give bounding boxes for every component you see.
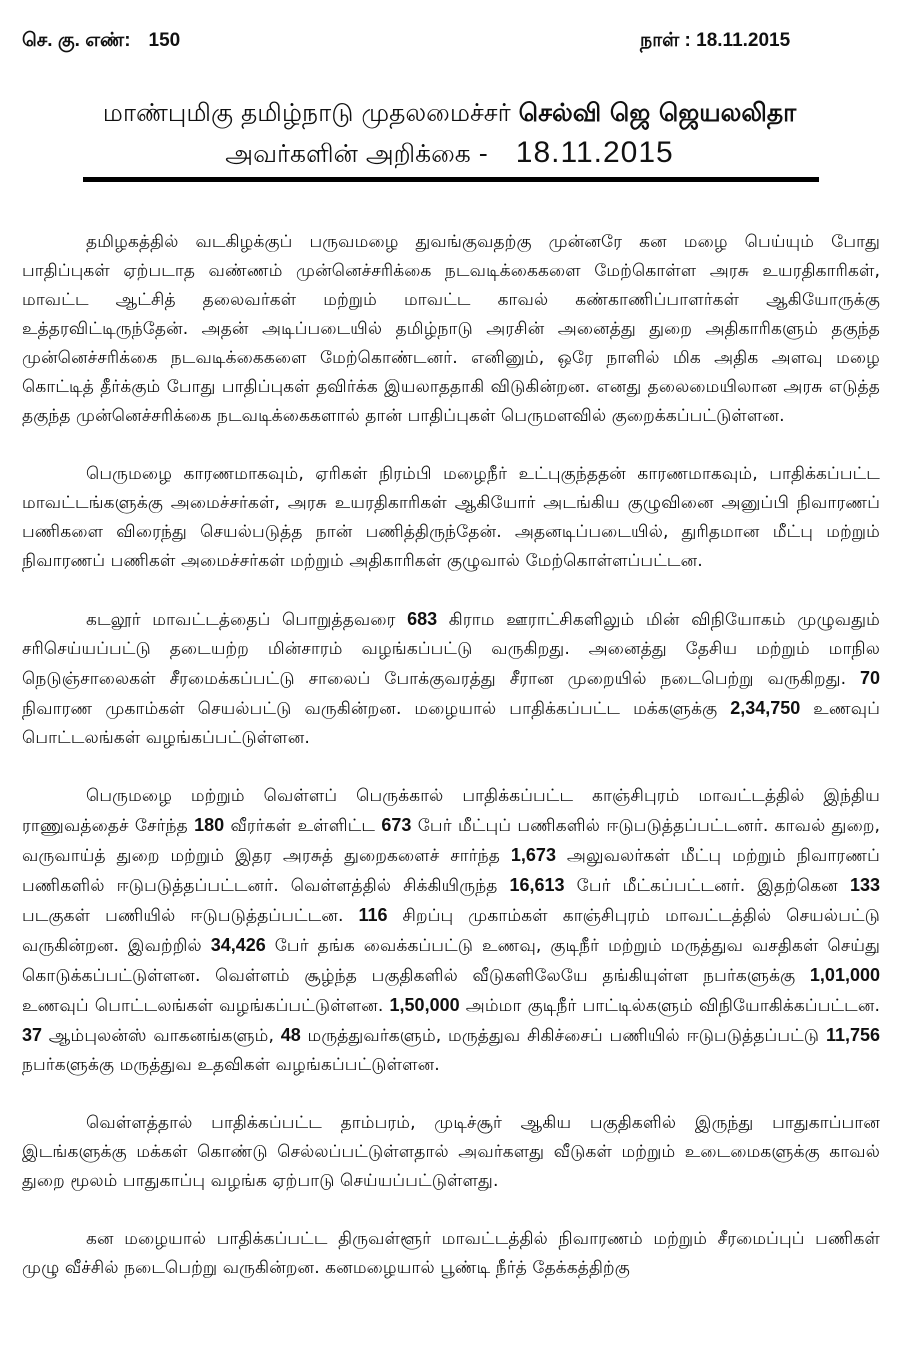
paragraph-text: கடலூர் மாவட்டத்தைப் பொறுத்தவரை (86, 610, 408, 630)
paragraph-text: பேர் மீட்கப்பட்டனர். இதற்கென (564, 876, 850, 896)
highlighted-figure: 37 (22, 1025, 43, 1045)
paragraph-text: வீரர்கள் உள்ளிட்ட (224, 816, 382, 836)
paragraph-text: மருத்துவர்களும், மருத்துவ சிகிச்சைப் பணியில் ஈடுபடுத்தப்பட்டு (300, 1026, 826, 1046)
document-title-line2 (0, 136, 899, 172)
paragraph (22, 605, 880, 753)
highlighted-figure: 2,34,750 (730, 698, 801, 718)
highlighted-figure: 34,426 (210, 935, 266, 955)
paragraph (22, 228, 880, 431)
highlighted-figure: 16,613 (509, 875, 565, 895)
reference-header (22, 30, 879, 60)
highlighted-figure: 1,673 (510, 845, 556, 865)
highlighted-figure: 180 (194, 815, 225, 835)
paragraph-text: பேர் தங்க வைக்கப்பட்டு உணவு, குடிநீர் மற்றும் மருத்துவ வசதிகள் செய்து கொடுக்கப்பட்டுள்ளன. வெள்ளம் சூழ்ந்த பகுதிகளில் வீடுகளிலேயே தங்கியுள்ள நபர்களுக்கு (22, 936, 880, 986)
highlighted-figure: 70 (859, 668, 880, 688)
reference-number (22, 30, 180, 54)
reference-label: செ. கு. எண்: (22, 30, 131, 51)
paragraph-text: படகுகள் பணியில் ஈடுபடுத்தப்பட்டன. (22, 906, 359, 926)
paragraph-text: உணவுப் பொட்டலங்கள் வழங்கப்பட்டுள்ளன. (22, 699, 881, 748)
highlighted-figure: 1,01,000 (809, 965, 880, 985)
title-divider (83, 177, 819, 182)
paragraph-text: சிறப்பு முகாம்கள் காஞ்சிபுரம் மாவட்டத்தில் செயல்பட்டு வருகின்றன. இவற்றில் (22, 906, 880, 956)
paragraph-text: வெள்ளத்தால் பாதிக்கப்பட்ட தாம்பரம், முடிச்சூர் ஆகிய பகுதிகளில் இருந்து பாதுகாப்பான இடங்களுக்கு மக்கள் கொண்டு செல்லப்பட்டுள்ளதால் அவர்களது வீடுகள் மற்றும் உடைமைகளுக்கு காவல் துறை மூலம் பாதுகாப்பு வழங்க ஏற்பாடு செய்யப்பட்டுள்ளது. (22, 1113, 880, 1191)
title-statement: அவர்களின் அறிக்கை - (225, 139, 488, 168)
highlighted-figure: 1,50,000 (389, 995, 460, 1015)
paragraph-text: ஆம்புலன்ஸ் வாகனங்களும், (42, 1026, 281, 1046)
paragraph (22, 1225, 880, 1283)
highlighted-figure: 11,756 (825, 1025, 880, 1045)
paragraph-text: பேர் மீட்புப் பணிகளில் ஈடுபடுத்தப்பட்டனர். காவல் துறை, வருவாய்த் துறை மற்றும் இதர அரசுத் துறைகளைச் சார்ந்த (22, 816, 880, 866)
title-date: 18.11.2015 (515, 136, 674, 169)
paragraph-text: நபர்களுக்கு மருத்துவ உதவிகள் வழங்கப்பட்டுள்ளன. (22, 1055, 440, 1075)
highlighted-figure: 48 (280, 1025, 301, 1045)
paragraph-text: பெருமழை காரணமாகவும், ஏரிகள் நிரம்பி மழைநீர் உட்புகுந்ததன் காரணமாகவும், பாதிக்கப்பட்ட மாவட்டங்களுக்கு அமைச்சர்கள், அரசு உயரதிகாரிகள் ஆகியோர் அடங்கிய குழுவினை அனுப்பி நிவாரணப் பணிகளை விரைந்து செயல்படுத்த நான் பணித்திருந்தேன். அதனடிப்படையில், துரிதமான மீட்பு மற்றும் நிவாரணப் பணிகள் அமைச்சர்கள் மற்றும் அதிகாரிகள் குழுவால் மேற்கொள்ளப்பட்டன. (22, 464, 880, 571)
paragraph (22, 1109, 880, 1196)
title-prefix: மாண்புமிகு தமிழ்நாடு முதலமைச்சர் (102, 98, 511, 127)
paragraph-text: பெருமழை மற்றும் வெள்ளப் பெருக்கால் பாதிக்கப்பட்ட காஞ்சிபுரம் மாவட்டத்தில் இந்திய ராணுவத்தைச் சேர்ந்த (22, 786, 880, 836)
paragraph (22, 782, 880, 1080)
paragraph-text: கன மழையால் பாதிக்கப்பட்ட திருவள்ளூர் மாவட்டத்தில் நிவாரணம் மற்றும் சீரமைப்புப் பணிகள் முழு வீச்சில் நடைபெற்று வருகின்றன. கனமழையால் பூண்டி நீர்த் தேக்கத்திற்கு (22, 1229, 880, 1278)
highlighted-figure: 683 (407, 609, 438, 629)
release-date: நாள் : 18.11.2015 (640, 30, 791, 51)
paragraph-text: உணவுப் பொட்டலங்கள் வழங்கப்பட்டுள்ளன. (22, 996, 390, 1016)
paragraph-text: கிராம ஊராட்சிகளிலும் மின் விநியோகம் முழுவதும் சரிசெய்யப்பட்டு தடையற்ற மின்சாரம் வழங்கப்பட்டு வருகிறது. அனைத்து தேசிய மற்றும் மாநில நெடுஞ்சாலைகள் சீரமைக்கப்பட்டு சாலைப் போக்குவரத்து சீரான முறையில் நடைபெற்று வருகிறது. (22, 610, 880, 689)
highlighted-figure: 116 (358, 905, 388, 925)
paragraph-text: தமிழகத்தில் வடகிழக்குப் பருவமழை துவங்குவதற்கு முன்னரே கன மழை பெய்யும் போது பாதிப்புகள் ஏற்படாத வண்ணம் முன்னெச்சரிக்கை நடவடிக்கைகளை மேற்கொள்ள அரசு உயரதிகாரிகள், மாவட்ட ஆட்சித் தலைவர்கள் மற்றும் மாவட்ட காவல் கண்காணிப்பாளர்கள் ஆகியோருக்கு உத்தரவிட்டிருந்தேன். அதன் அடிப்படையில் தமிழ்நாடு அரசின் அனைத்து துறை அதிகாரிகளும் தகுந்த முன்னெச்சரிக்கை நடவடிக்கைகளை மேற்கொண்டனர். எனினும், ஒரே நாளில் மிக அதிக அளவு மழை கொட்டித் தீர்க்கும் போது பாதிப்புகள் தவிர்க்க இயலாததாகி விடுகின்றன. எனது தலைமையிலான அரசு எடுத்த தகுந்த முன்னெச்சரிக்கை நடவடிக்கைகளால் தான் பாதிப்புகள் பெருமளவில் குறைக்கப்பட்டுள்ளன. (22, 232, 880, 426)
reference-number-value: 150 (148, 30, 181, 51)
document-body (22, 228, 880, 1312)
document-title-line1 (0, 98, 899, 131)
paragraph-text: அலுவலர்கள் மீட்பு மற்றும் நிவாரணப் பணிகளில் ஈடுபடுத்தப்பட்டனர். வெள்ளத்தில் சிக்கியிருந்த (22, 846, 880, 896)
paragraph (22, 460, 880, 576)
paragraph-text: நிவாரண முகாம்கள் செயல்பட்டு வருகின்றன. மழையால் பாதிக்கப்பட்ட மக்களுக்கு (22, 699, 731, 719)
title-name: செல்வி ஜெ ஜெயலலிதா (518, 98, 797, 127)
paragraph-text: அம்மா குடிநீர் பாட்டில்களும் விநியோகிக்கப்பட்டன. (459, 996, 880, 1016)
highlighted-figure: 133 (849, 875, 880, 895)
highlighted-figure: 673 (381, 815, 412, 835)
